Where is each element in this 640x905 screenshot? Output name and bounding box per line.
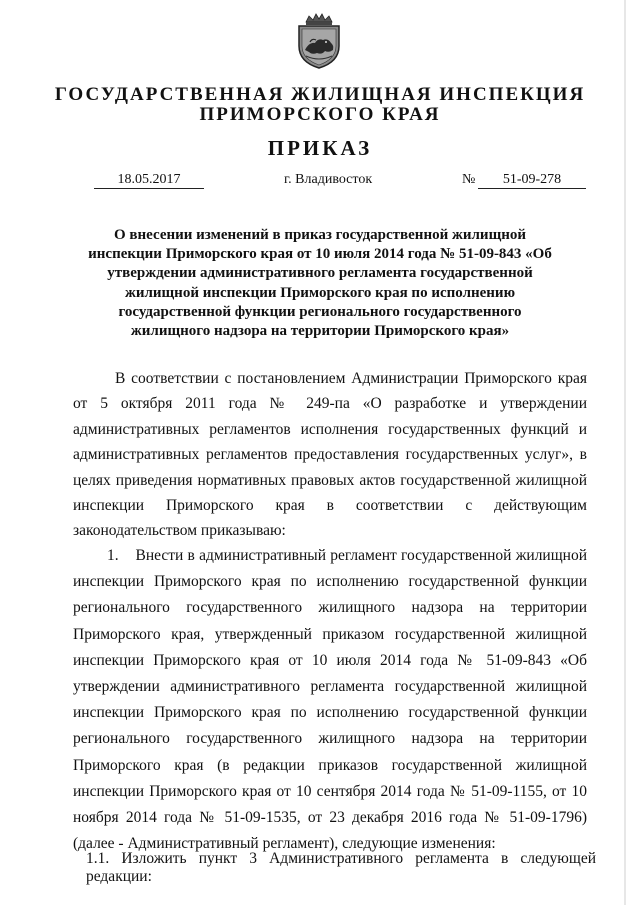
coat-of-arms-icon [296,12,342,70]
order-subject: О внесении изменений в приказ государственной жилищной инспекции Приморского края от 10 июля 2014 года № 51-09-843 «Об утверждении административного регламента государственной жилищной инспекции Приморского края по исполнению государственной функции регионального государственного жилищного надзора на территории Приморского края» [88,227,552,340]
order-city: г. Владивосток [284,172,373,187]
clause-1-1-paragraph: 1.1. Изложить пункт 3 Административного регламента в следующей редакции: [86,850,596,885]
organization-name-line2: ПРИМОРСКОГО КРАЯ [199,104,441,125]
document-type-title: ПРИКАЗ [267,136,373,160]
order-date: 18.05.2017 [94,172,204,189]
organization-name-line1: ГОСУДАРСТВЕННАЯ ЖИЛИЩНАЯ ИНСПЕКЦИЯ [54,84,586,105]
preamble-paragraph: В соответствии с постановлением Администрации Приморского края от 5 октября 2011 года № 249-па «О разработке и утверждении административных регламентов исполнения государственных функций и административных регламентов предоставления государственных услуг», в целях приведения нормативных правовых актов государственной жилищной инспекции Приморского края в соответствии с действующим законодательством приказываю: [73,370,587,540]
order-number: 51-09-278 [478,172,586,189]
order-number-label: № [462,172,476,187]
clause-1-paragraph: 1. Внести в административный регламент государственной жилищной инспекции Приморского края по исполнению государственной функции регионального государственного жилищного надзора на территории Приморского края, утвержденный приказом государственной жилищной инспекции Приморского края от 10 июля 2014 года № 51-09-843 «Об утверждении административного регламента государственной жилищной инспекции Приморского края по исполнению государственной функции регионального государственного жилищного надзора на территории Приморского края (в редакции приказов государственной жилищной инспекции Приморского края от 10 сентября 2014 года № 51-09-1155, от 10 ноября 2014 года № 51-09-1535, от 23 декабря 2016 года № 51-09-1796) (далее - Административный регламент), следующие изменения: [73,547,591,853]
